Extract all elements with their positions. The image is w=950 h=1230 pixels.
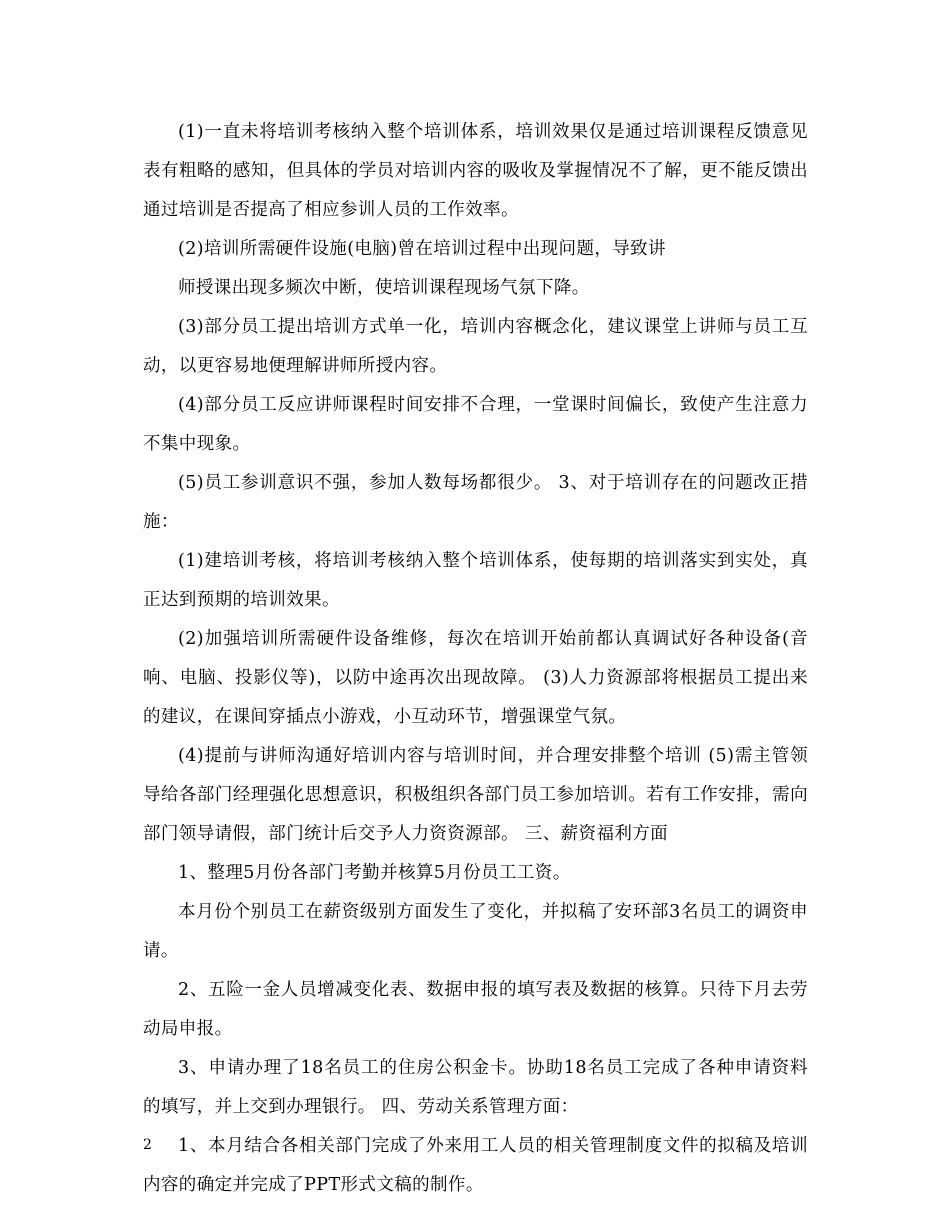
paragraph-measure-communication: (4)提前与讲师沟通好培训内容与培训时间，并合理安排整个培训 (5)需主管领导给各部门经理强化思想意识，积极组织各部门员工参加培训。若有工作安排，需向部门领导请假，部门统计后交予人力资资源部。 三、薪资福利方面 [143,746,808,844]
paragraph-training-assessment-issue: (1)一直未将培训考核纳入整个培训体系，培训效果仅是通过培训课程反馈意见表有粗略的感知，但具体的学员对培训内容的吸收及掌握情况不了解，更不能反馈出通过培训是否提高了相应参训人员的工作效率。 [143,122,808,220]
paragraph-schedule-issue: (4)部分员工反应讲师课程时间安排不合理，一堂课时间偏长，致使产生注意力不集中现象。 [143,395,808,454]
paragraph-training-method-issue: (3)部分员工提出培训方式单一化，培训内容概念化，建议课堂上讲师与员工互动，以更容易地便理解讲师所授内容。 [143,317,808,376]
paragraph-hardware-issue-continued: 师授课出现多频次中断，使培训课程现场气氛下降。 [178,278,590,298]
paragraph-hardware-issue: (2)培训所需硬件设施(电脑)曾在培训过程中出现问题，导致讲 [178,239,666,259]
paragraph-social-insurance: 2、五险一金人员增减变化表、数据申报的填写表及数据的核算。只待下月去劳动局申报。 [143,980,808,1039]
paragraph-housing-fund: 3、申请办理了18名员工的住房公积金卡。协助18名员工完成了各种申请资料的填写，并上交到办理银行。 四、劳动关系管理方面： [143,1058,808,1117]
paragraph-measure-assessment: (1)建培训考核，将培训考核纳入整个培训体系，使每期的培训落实到实处，真正达到预期的培训效果。 [143,551,808,610]
paragraph-participation-issue: (5)员工参训意识不强，参加人数每场都很少。 3、对于培训存在的问题改正措施： [143,473,808,532]
paragraph-measure-hardware: (2)加强培训所需硬件设备维修，每次在培训开始前都认真调试好各种设备(音响、电脑、投影仪等)，以防中途再次出现故障。 (3)人力资源部将根据员工提出来的建议，在课间穿插点小游戏，小互动环节，增强课堂气氛。 [143,629,808,727]
paragraph-salary-adjustment: 本月份个别员工在薪资级别方面发生了变化，并拟稿了安环部3名员工的调资申请。 [143,902,808,961]
page-number: 2 [143,1137,152,1153]
paragraph-labor-relations: 1、本月结合各相关部门完成了外来用工人员的相关管理制度文件的拟稿及培训内容的确定并完成了PPT形式文稿的制作。 [143,1136,808,1195]
document-body [143,113,808,1205]
paragraph-salary-attendance: 1、整理5月份各部门考勤并核算5月份员工工资。 [178,863,571,883]
